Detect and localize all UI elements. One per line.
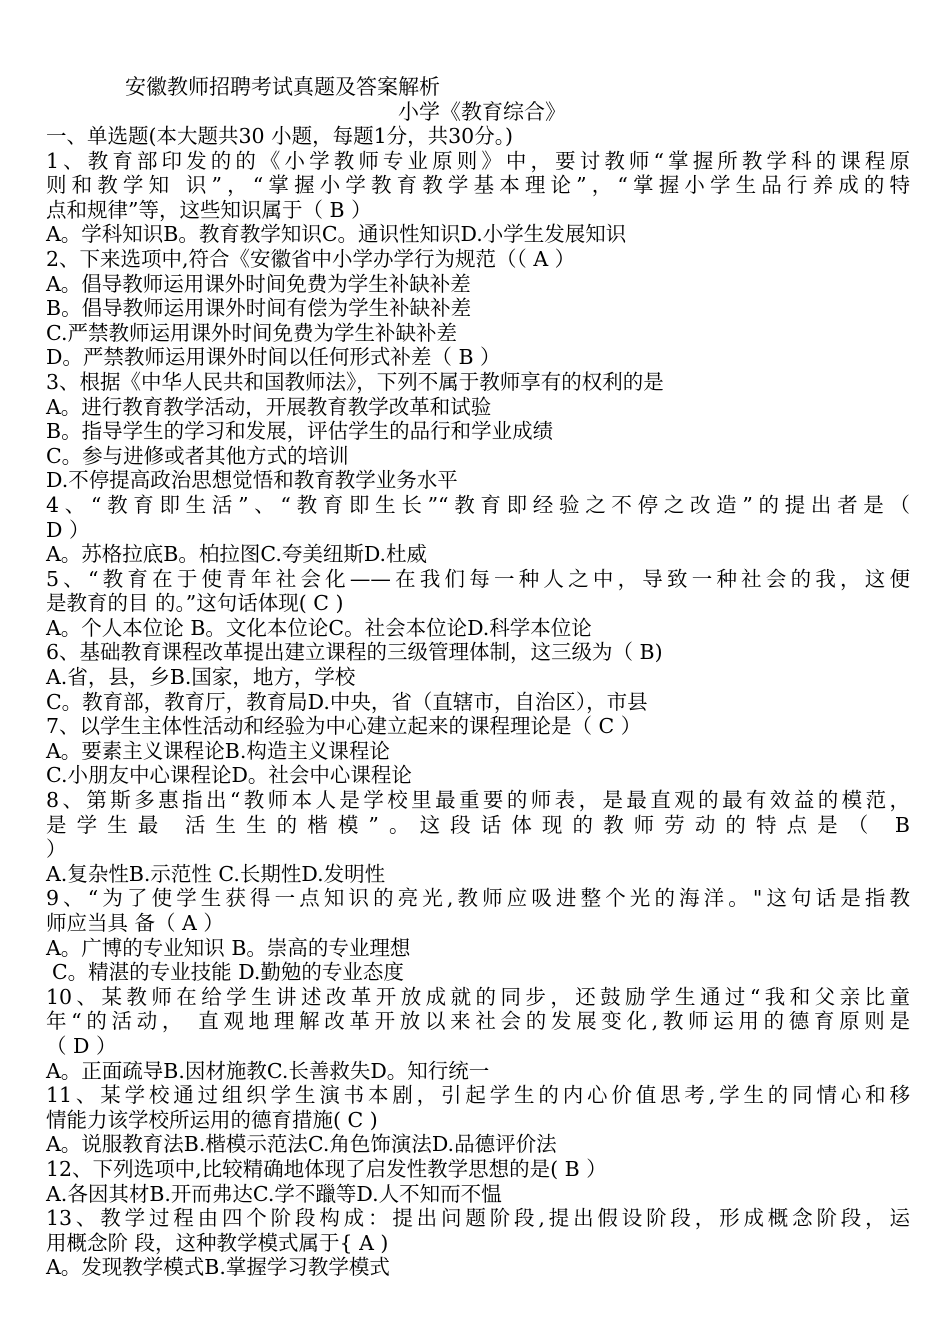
- question-text: 9、“为了使学生获得一点知识的亮光,教师应吸进整个光的海洋。"这句话是指教: [46, 886, 910, 911]
- question-text: 8、第斯多惠指出“教师本人是学校里最重要的师表，是最直观的最有效益的模范，: [46, 788, 910, 813]
- question-text: 是学生最 活生生的楷模”。这段话体现的教师劳动的特点是（ B: [46, 812, 910, 837]
- question-text: 则和教学知 识”，“掌握小学教育教学基本理论”，“掌握小学生品行养成的特: [46, 173, 910, 198]
- question-text: 年“的活动， 直观地理解改革开放以来社会的发展变化,教师运用的德育原则是: [46, 1009, 910, 1034]
- answer-options: A。正面疏导B.因材施教C.长善救失D。知行统一: [46, 1058, 490, 1083]
- question-text: 12、下列选项中,比较精确地体现了启发性教学思想的是( B ）: [46, 1156, 607, 1181]
- answer-options: A.各因其材B.开而弗达C.学不躐等D.人不知而不愠: [46, 1181, 502, 1206]
- answer-option: B。指导学生的学习和发展，评估学生的品行和学业成绩: [46, 419, 554, 444]
- document-subtitle: 小学《教育综合》: [398, 100, 566, 124]
- answer-options: A.省，县，乡B.国家，地方，学校: [46, 665, 356, 690]
- question-text: 师应当具 备（ A ）: [46, 911, 224, 935]
- answer-option: D。严禁教师运用课外时间以任何形式补差（ B ）: [46, 345, 501, 370]
- answer-options: C。教育部，教育厅，教育局D.中央，省（直辖市，自治区），市县: [46, 689, 648, 714]
- question-text: 用概念阶 段，这种教学模式属于{ A ): [46, 1230, 389, 1255]
- answer-options: A。发现教学模式B.掌握学习教学模式: [46, 1255, 390, 1280]
- question-text: 10、某教师在给学生讲述改革开放成就的同步，还鼓励学生通过“我和父亲比童: [46, 984, 910, 1009]
- answer-option: B。倡导教师运用课外时间有偿为学生补缺补差: [46, 296, 472, 321]
- answer-options: A。个人本位论 B。文化本位论C。社会本位论D.科学本位论: [46, 615, 592, 640]
- answer-options: C.小朋友中心课程论D。社会中心课程论: [46, 763, 412, 788]
- answer-options: A。苏格拉底B。柏拉图C.夸美纽斯D.杜威: [46, 542, 428, 567]
- answer-option: A。进行教育教学活动，开展教育教学改革和试验: [46, 394, 492, 419]
- question-text: D ）: [46, 517, 90, 542]
- question-text: ）: [46, 837, 67, 862]
- answer-option: A。倡导教师运用课外时间免费为学生补缺补差: [46, 271, 471, 296]
- answer-option: C.严禁教师运用课外时间免费为学生补缺补差: [46, 320, 457, 345]
- answer-options: A。广博的专业知识 B。崇高的专业理想: [46, 935, 411, 960]
- question-text: 2、下来选项中,符合《安徽省中小学办学行为规范（（ A ）: [46, 246, 576, 271]
- question-text: 6、基础教育课程改革提出建立课程的三级管理体制，这三级为（ B): [46, 640, 663, 665]
- answer-options: A。学科知识B。教育教学知识C。通识性知识D.小学生发展知识: [46, 222, 627, 247]
- question-text: （ D ）: [46, 1033, 117, 1058]
- question-text: 7、以学生主体性活动和经验为中心建立起来的课程理论是（ C ）: [46, 714, 642, 739]
- question-text: 3、根据《中华人民共和国教师法》，下列不属于教师享有的权利的是: [46, 369, 664, 394]
- answer-options: C。精湛的专业技能 D.勤勉的专业态度: [52, 960, 404, 985]
- answer-option: D.不停提高政治思想觉悟和教育教学业务水平: [46, 468, 458, 493]
- answer-options: A.复杂性B.示范性 C.长期性D.发明性: [46, 861, 386, 886]
- question-text: 13、教学过程由四个阶段构成：提出问题阶段,提出假设阶段，形成概念阶段，运: [46, 1206, 910, 1231]
- question-text: 5、“教育在于使青年社会化——在我们每一种人之中，导致一种社会的我，这便: [46, 566, 910, 591]
- section-heading: 一、单选题(本大题共30 小题，每题1分，共30分。): [46, 124, 513, 148]
- question-text: 1、教育部印发的的《小学教师专业原则》中，要讨教师“掌握所教学科的课程原: [46, 148, 910, 173]
- document-title: 安徽教师招聘考试真题及答案解析: [125, 75, 440, 99]
- question-text: 点和规律”等，这些知识属于（ B ）: [46, 197, 372, 222]
- document-body: [46, 124, 910, 1280]
- question-text: 是教育的目 的。”这句话体现( C ): [46, 591, 344, 616]
- question-text: 情能力该学校所运用的德育措施( C ): [46, 1107, 378, 1132]
- answer-options: A。说服教育法B.楷模示范法C.角色饰演法D.品德评价法: [46, 1132, 557, 1157]
- question-text: 4、“教育即生活”、“教育即生长”“教育即经验之不停之改造”的提出者是（: [46, 492, 910, 517]
- answer-option: C。参与进修或者其他方式的培训: [46, 443, 349, 468]
- question-text: 11、某学校通过组织学生演书本剧，引起学生的内心价值思考,学生的同情心和移: [46, 1083, 910, 1108]
- answer-options: A。要素主义课程论B.构造主义课程论: [46, 738, 390, 763]
